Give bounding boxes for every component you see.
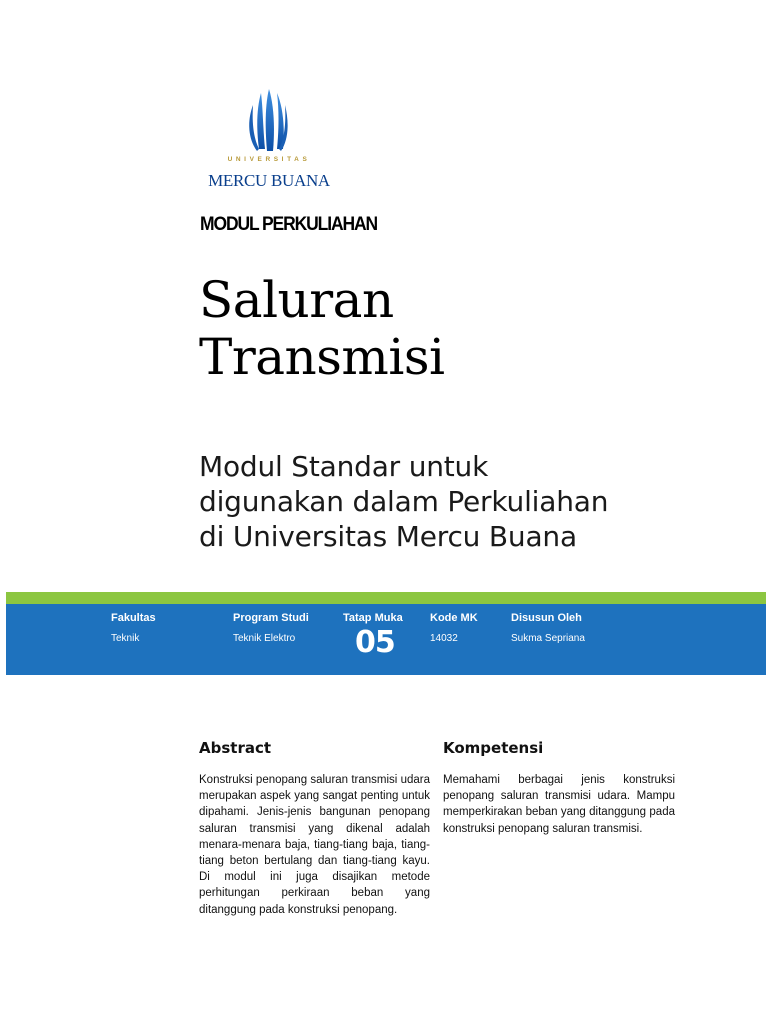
fakultas-label: Fakultas [111, 612, 156, 624]
logo-university-name: MERCU BUANA [208, 171, 330, 190]
subtitle-line-3: di Universitas Mercu Buana [199, 520, 577, 553]
kompetensi-body: Memahami berbagai jenis konstruksi penopang saluran transmisi udara. Mampu memperkirakan beban yang ditanggung pada konstruksi penopang saluran transmisi. [443, 774, 675, 835]
abstract-heading: Abstract [199, 739, 272, 757]
tatap-muka-cell [343, 612, 423, 660]
fakultas-value: Teknik [111, 633, 140, 644]
subtitle-line-1: Modul Standar untuk [199, 450, 489, 483]
subtitle-line-2: digunakan dalam Perkuliahan [199, 485, 609, 518]
info-band [6, 604, 766, 675]
university-logo [201, 87, 337, 195]
title-line-2: Transmisi [199, 328, 445, 386]
kompetensi-heading: Kompetensi [443, 739, 544, 757]
abstract-body: Konstruksi penopang saluran transmisi udara merupakan aspek yang sangat penting untuk dipahami. Jenis-jenis bangunan penopang saluran transmisi yang dikenal adalah menara-menara baja, tiang-tiang baja, tiang-tiang beton bertulang dan tiang-tiang kayu. Di modul ini juga disajikan metode perhitungan perkiraan beban yang ditanggung pada konstruksi penopang. [199, 774, 430, 916]
disusun-oleh-label: Disusun Oleh [511, 612, 582, 624]
document-subtitle [199, 449, 719, 554]
fakultas-cell [111, 612, 156, 644]
program-studi-cell [233, 612, 309, 644]
kode-mk-label: Kode MK [430, 612, 478, 624]
mercu-buana-emblem-icon [201, 87, 337, 157]
module-kicker: MODUL PERKULIAHAN [200, 214, 378, 235]
program-studi-label: Program Studi [233, 612, 309, 624]
tatap-muka-label: Tatap Muka [343, 612, 403, 624]
disusun-oleh-cell [511, 612, 585, 644]
disusun-oleh-value: Sukma Sepriana [511, 633, 585, 644]
logo-university-word: UNIVERSITAS [227, 156, 311, 163]
tatap-muka-value: 05 [355, 625, 395, 660]
info-band-accent [6, 592, 766, 604]
document-title [199, 272, 444, 386]
kode-mk-cell [430, 612, 478, 644]
kode-mk-value: 14032 [430, 633, 458, 644]
program-studi-value: Teknik Elektro [233, 633, 296, 644]
title-line-1: Saluran [199, 271, 394, 329]
